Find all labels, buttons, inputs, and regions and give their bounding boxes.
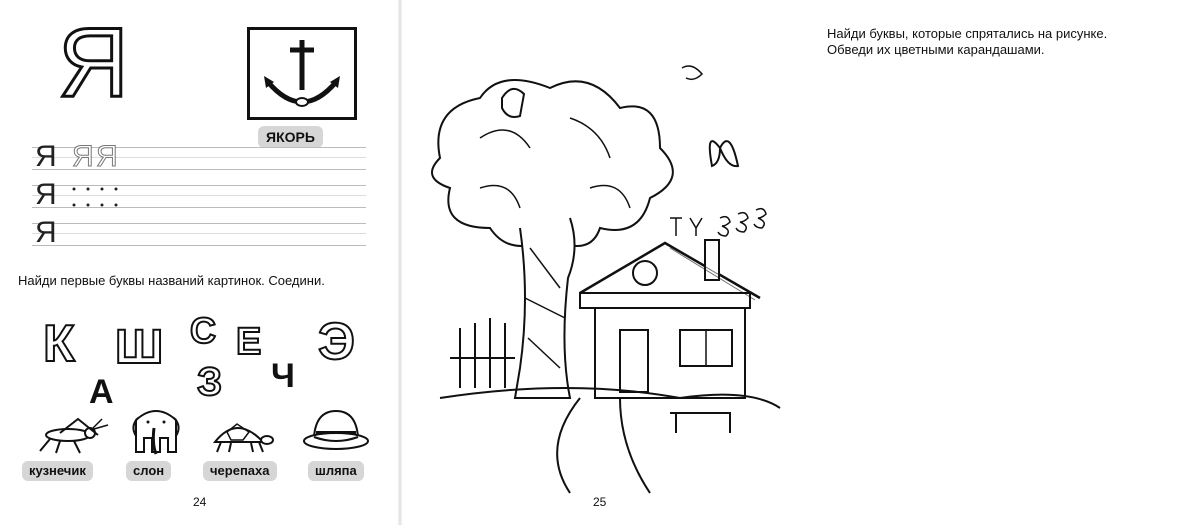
practice-letter: Я xyxy=(35,216,57,249)
practice-row xyxy=(32,140,366,173)
practice-letter: Я xyxy=(35,178,57,211)
letter-z: З xyxy=(197,360,223,404)
label-hat: шляпа xyxy=(308,461,364,481)
big-letter: Я xyxy=(58,7,129,117)
grasshopper-icon xyxy=(30,415,110,455)
practice-letter: Я xyxy=(35,140,57,173)
hat-icon xyxy=(300,405,372,455)
label-turtle: черепаха xyxy=(203,461,277,481)
dot-guides-icon xyxy=(68,183,128,209)
traced-letter: Я xyxy=(96,140,118,173)
letter-e-rev: Э xyxy=(318,313,355,371)
elephant-icon xyxy=(126,400,186,458)
picture-label: ЯКОРЬ xyxy=(258,126,323,148)
letter-s: С xyxy=(190,310,216,351)
left-page xyxy=(0,0,400,525)
tree-and-house-icon xyxy=(420,68,800,498)
letter-ch: Ч xyxy=(271,357,295,395)
page-number: 24 xyxy=(193,495,207,509)
turtle-icon xyxy=(207,412,273,456)
letter-sh: Ш xyxy=(115,321,164,374)
instruction-line-2: Обведи их цветными карандашами. xyxy=(827,42,1045,57)
letter-e: Е xyxy=(236,321,262,363)
page-number: 25 xyxy=(593,495,607,509)
letter-k: К xyxy=(43,315,75,373)
practice-row xyxy=(32,216,366,249)
instruction-text xyxy=(827,26,1187,58)
right-page xyxy=(400,0,1108,525)
anchor-icon xyxy=(250,30,354,117)
letter-a: А xyxy=(89,373,114,411)
instruction-text: Найди первые буквы названий картинок. Соедини. xyxy=(18,273,325,288)
anchor-picture xyxy=(247,27,357,120)
label-elephant: слон xyxy=(126,461,171,481)
traced-letter: Я xyxy=(72,140,94,173)
practice-row xyxy=(32,178,366,211)
label-grasshopper: кузнечик xyxy=(22,461,93,481)
instruction-line-1: Найди буквы, которые спрятались на рисунке. xyxy=(827,26,1108,41)
